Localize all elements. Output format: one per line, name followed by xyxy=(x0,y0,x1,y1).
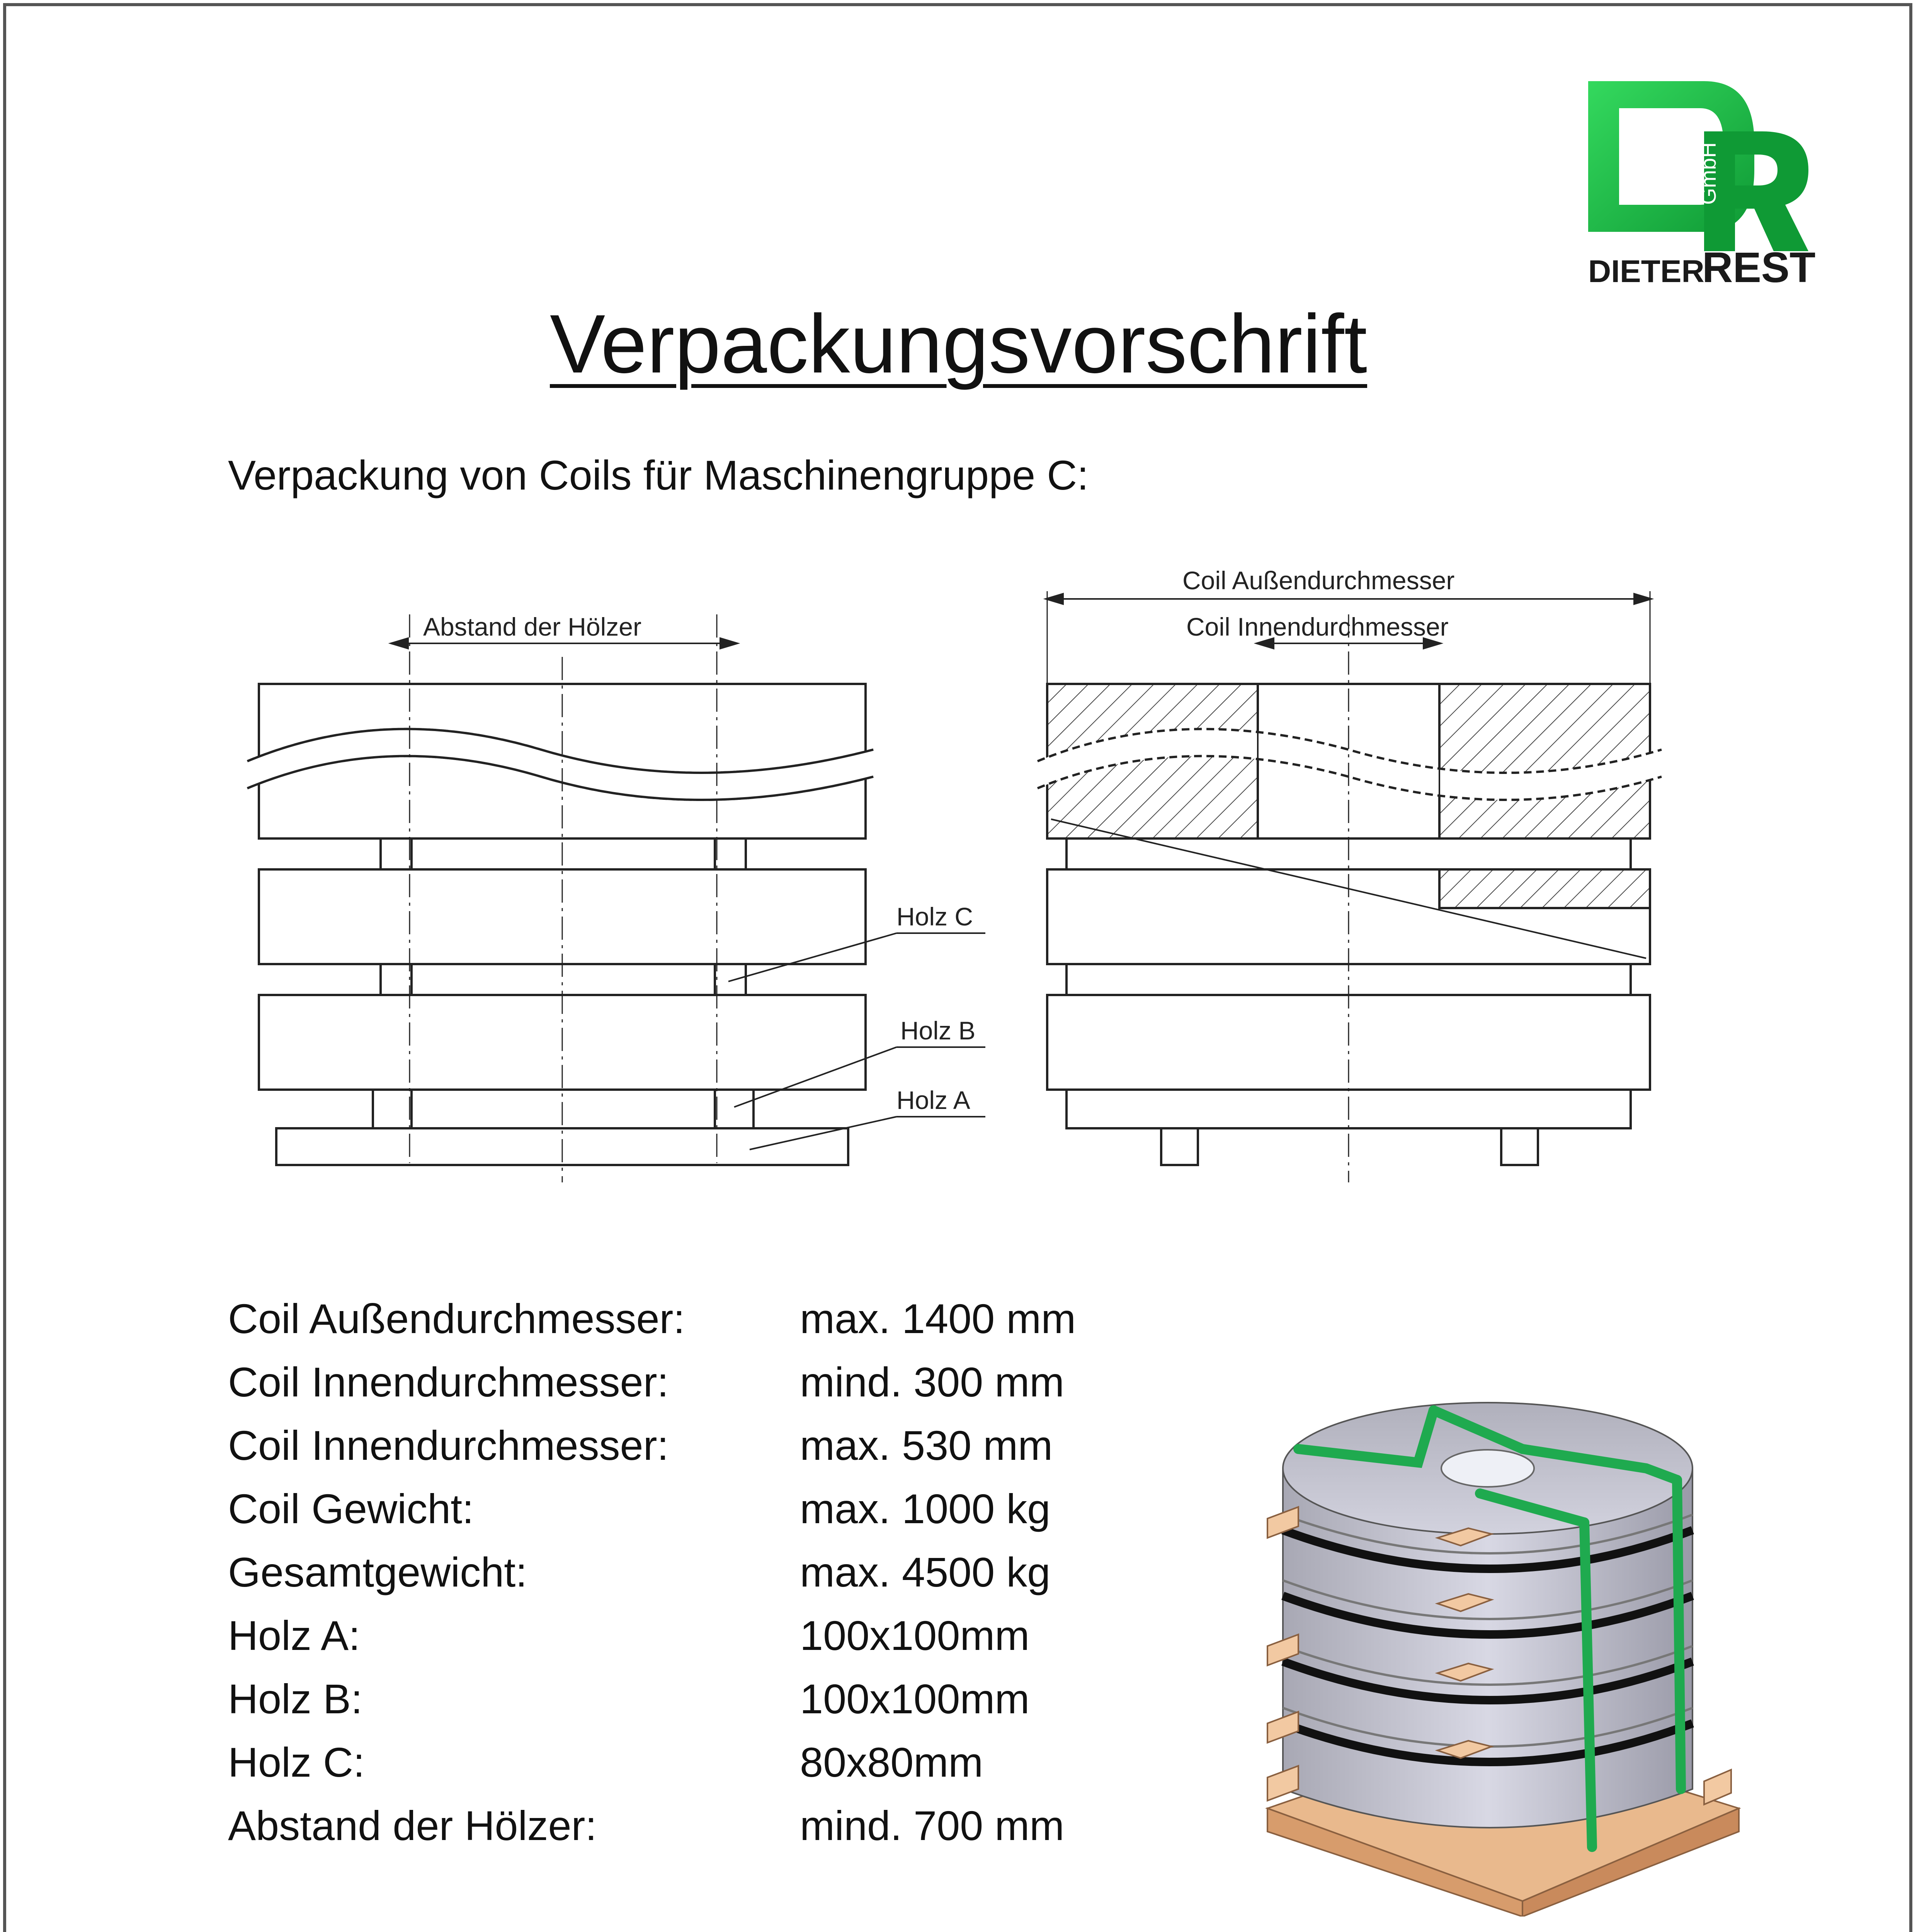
spec-label: Abstand der Hölzer: xyxy=(228,1802,597,1849)
label-abstand: Abstand der Hölzer xyxy=(423,612,641,641)
spec-value: 100x100mm xyxy=(800,1675,1030,1722)
spec-label: Coil Gewicht: xyxy=(228,1485,474,1532)
spec-value: max. 530 mm xyxy=(800,1422,1053,1469)
spec-row xyxy=(228,1287,1194,1350)
page-title: Verpackungsvorschrift xyxy=(549,297,1368,390)
svg-text:GmbH: GmbH xyxy=(1696,142,1720,205)
spec-row xyxy=(228,1730,1194,1794)
label-holz-c: Holz C xyxy=(896,902,973,931)
spec-value: max. 1400 mm xyxy=(800,1295,1076,1342)
spec-value: 80x80mm xyxy=(800,1738,983,1786)
spec-label: Holz C: xyxy=(228,1738,365,1786)
side-view-left xyxy=(247,614,985,1182)
spec-value: max. 4500 kg xyxy=(800,1548,1051,1595)
label-coil-outer: Coil Außendurchmesser xyxy=(1182,566,1455,595)
spec-value: 100x100mm xyxy=(800,1612,1030,1659)
logo-text-rest: REST xyxy=(1702,244,1816,290)
label-coil-inner: Coil Innendurchmesser xyxy=(1186,612,1449,641)
label-holz-b: Holz B xyxy=(900,1016,976,1045)
spec-row xyxy=(228,1413,1194,1477)
spec-label: Holz A: xyxy=(228,1612,361,1659)
spec-label: Gesamtgewicht: xyxy=(228,1548,527,1595)
spec-value: mind. 300 mm xyxy=(800,1358,1065,1405)
section-view-right xyxy=(1038,591,1662,1182)
coil-stack-illustration xyxy=(1252,1352,1762,1917)
company-logo xyxy=(1577,73,1816,290)
spec-label: Coil Außendurchmesser: xyxy=(228,1295,685,1342)
spec-row xyxy=(228,1794,1194,1857)
logo-text-dieter: DIETER xyxy=(1588,254,1704,289)
spec-row xyxy=(228,1540,1194,1604)
packaging-technical-drawing xyxy=(232,556,1685,1190)
spec-row xyxy=(228,1350,1194,1413)
page-subtitle: Verpackung von Coils für Maschinengruppe C: xyxy=(228,452,1089,498)
spec-row xyxy=(228,1604,1194,1667)
spec-label: Coil Innendurchmesser: xyxy=(228,1358,669,1405)
spec-row xyxy=(228,1477,1194,1540)
spec-label: Coil Innendurchmesser: xyxy=(228,1422,669,1469)
spec-table xyxy=(228,1287,1194,1857)
spec-row xyxy=(228,1667,1194,1730)
spec-label: Holz B: xyxy=(228,1675,363,1722)
label-holz-a: Holz A xyxy=(896,1086,970,1114)
spec-value: mind. 700 mm xyxy=(800,1802,1065,1849)
spec-value: max. 1000 kg xyxy=(800,1485,1051,1532)
